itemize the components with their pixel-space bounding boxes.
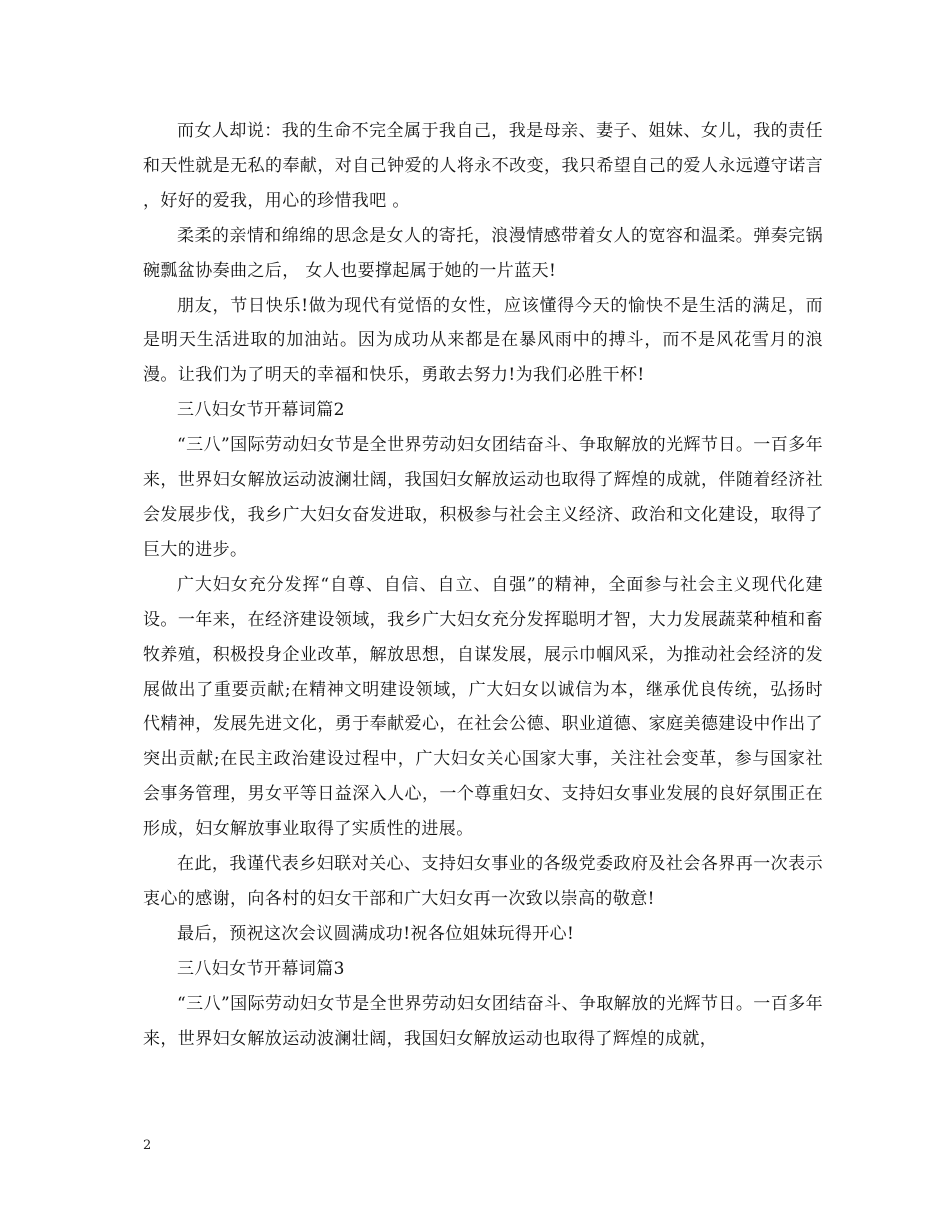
section-heading-3: 三八妇女节开幕词篇3: [177, 958, 345, 979]
document-body: [143, 114, 823, 1056]
section-heading-2: 三八妇女节开幕词篇2: [177, 400, 345, 421]
paragraph-8: “三八”国际劳动妇女节是全世界劳动妇女团结奋斗、争取解放的光辉节日。一百多年来，世界妇女解放运动波澜壮阔，我国妇女解放运动也取得了辉煌的成就，: [143, 993, 823, 1049]
paragraph-6: 在此，我谨代表乡妇联对关心、支持妇女事业的各级党委政府及社会各界再一次表示衷心的感谢，向各村的妇女干部和广大妇女再一次致以崇高的敬意!: [143, 854, 823, 909]
paragraph-1: 而女人却说：我的生命不完全属于我自己，我是母亲、妻子、姐妹、女儿，我的责任和天性就是无私的奉献，对自己钟爱的人将永不改变，我只希望自己的爱人永远遵守诺言 ，好好的爱我，用心的珍惜我吧 。: [143, 121, 823, 211]
paragraph-7: 最后，预祝这次会议圆满成功!祝各位姐妹玩得开心!: [177, 923, 575, 944]
page-number: 2: [143, 1138, 152, 1153]
paragraph-4: “三八”国际劳动妇女节是全世界劳动妇女团结奋斗、争取解放的光辉节日。一百多年来，世界妇女解放运动波澜壮阔，我国妇女解放运动也取得了辉煌的成就，伴随着经济社会发展步伐，我乡广大妇女奋发进取，积极参与社会主义经济、政治和文化建设，取得了巨大的进步。: [143, 435, 823, 560]
paragraph-3: 朋友，节日快乐!做为现代有觉悟的女性，应该懂得今天的愉快不是生活的满足，而是明天生活进取的加油站。因为成功从来都是在暴风雨中的搏斗，而不是风花雪月的浪漫。让我们为了明天的幸福和快乐，勇敢去努力!为我们必胜干杯!: [143, 295, 823, 386]
paragraph-2: 柔柔的亲情和绵绵的思念是女人的寄托，浪漫情感带着女人的宽容和温柔。弹奏完锅碗瓢盆协奏曲之后， 女人也要撑起属于她的一片蓝天!: [143, 225, 823, 281]
paragraph-5: 广大妇女充分发挥“自尊、自信、自立、自强”的精神，全面参与社会主义现代化建设。一年来，在经济建设领域，我乡广大妇女充分发挥聪明才智，大力发展蔬菜种植和畜牧养殖，积极投身企业改革，解放思想，自谋发展，展示巾帼风采，为推动社会经济的发展做出了重要贡献;在精神文明建设领域，广大妇女以诚信为本，继承优良传统，弘扬时代精神，发展先进文化，勇于奉献爱心，在社会公德、职业道德、家庭美德建设中作出了突出贡献;在民主政治建设过程中，广大妇女关心国家大事，关注社会变革，参与国家社会事务管理，男女平等日益深入人心，一个尊重妇女、支持妇女事业发展的良好氛围正在形成，妇女解放事业取得了实质性的进展。: [143, 574, 823, 840]
